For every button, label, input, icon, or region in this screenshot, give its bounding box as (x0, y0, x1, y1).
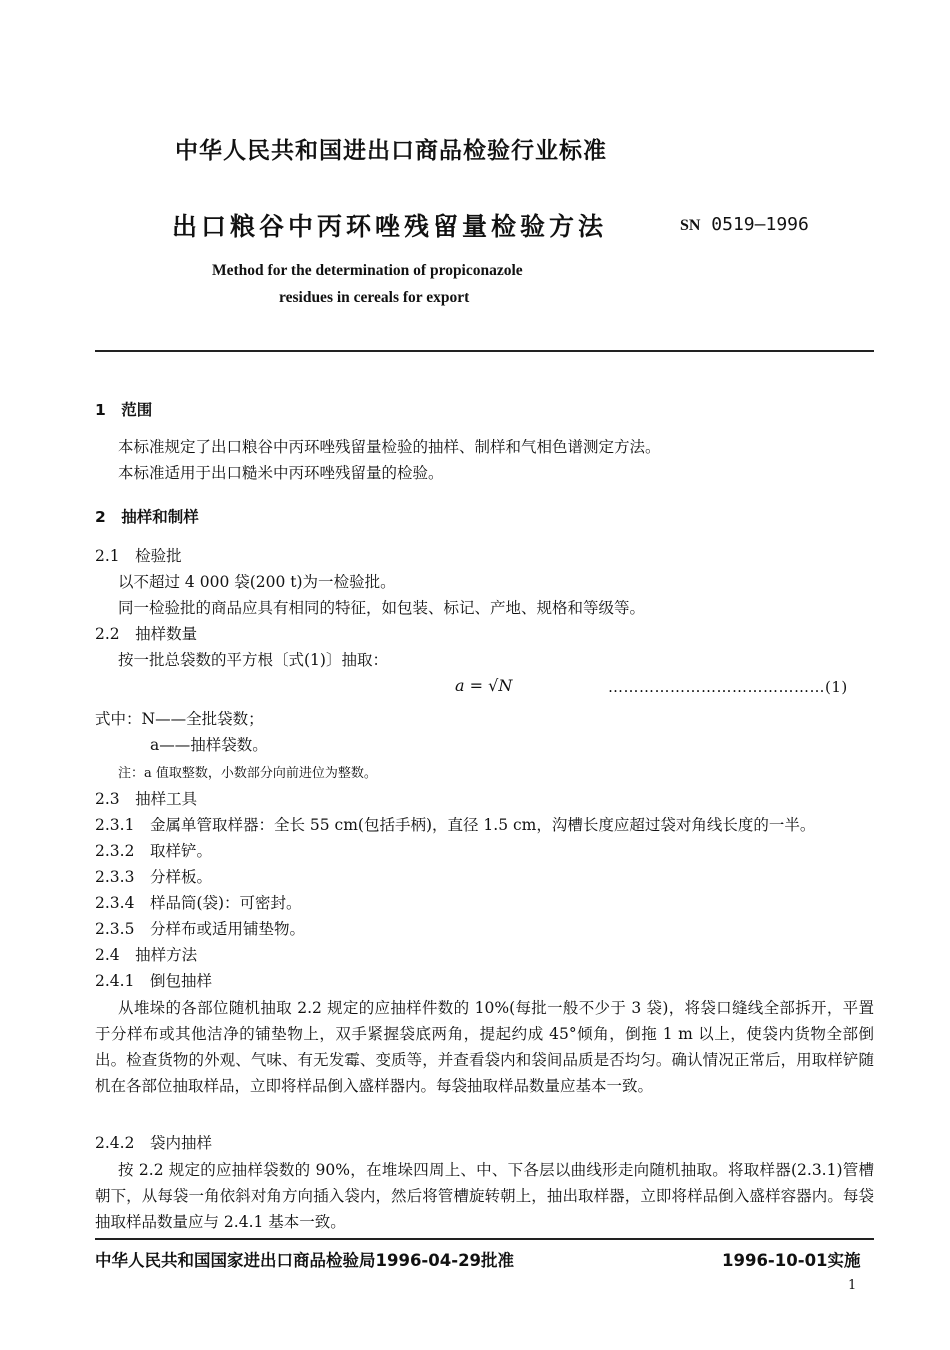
section-2-1-paragraph-1: 以不超过 4 000 袋(200 t)为一检验批。 (118, 573, 396, 591)
section-2-3-4: 2.3.4 样品筒(袋)：可密封。 (95, 894, 302, 912)
formula-where-line-2: a——抽样袋数。 (150, 736, 268, 754)
section-2-3-3: 2.3.3 分样板。 (95, 868, 212, 886)
formula-where-line-1: 式中：N——全批袋数； (95, 710, 264, 728)
note: 注：a 值取整数，小数部分向前进位为整数。 (118, 766, 377, 781)
section-1-paragraph-2: 本标准适用于出口糙米中丙环唑残留量的检验。 (118, 464, 444, 482)
standard-code-number: 0519—1996 (711, 214, 809, 235)
section-2-4-2-heading: 2.4.2 袋内抽样 (95, 1134, 212, 1152)
english-title-line-1: Method for the determination of propiconazole (212, 262, 523, 279)
page-number: 1 (848, 1278, 857, 1293)
formula-1-leader: ……………………………………(1) (608, 678, 848, 696)
footer-divider (95, 1238, 874, 1240)
section-2-3-2: 2.3.2 取样铲。 (95, 842, 212, 860)
standard-code (680, 214, 809, 235)
section-2-heading: 2 抽样和制样 (95, 508, 199, 526)
section-2-4-1-heading: 2.4.1 倒包抽样 (95, 972, 212, 990)
section-2-2-paragraph: 按一批总袋数的平方根〔式(1)〕抽取： (118, 651, 388, 669)
section-2-4-1-paragraph: 从堆垛的各部位随机抽取 2.2 规定的应抽样件数的 10%(每批一般不少于 3 袋)，将袋口缝线全部拆开，平置于分样布或其他洁净的铺垫物上，双手紧握袋底两角，提起约成 45°倾角，倒拖 1 m 以上，使袋内货物全部倒出。检查货物的外观、气味、有无发霉、变质等，并查看袋内和袋间品质是否均匀。确认情况正常后，用取样铲随机在各部位抽取样品，立即将样品倒入盛样器内。每袋抽取样品数量应基本一致。 (95, 999, 874, 1095)
section-2-3-1: 2.3.1 金属单管取样器：全长 55 cm(包括手柄)，直径 1.5 cm，沟槽长度应超过袋对角线长度的一半。 (95, 816, 816, 834)
effective-date: 1996-10-01实施 (722, 1251, 861, 1270)
section-2-1-heading: 2.1 检验批 (95, 547, 182, 565)
section-2-4-2-paragraph: 按 2.2 规定的应抽样袋数的 90%，在堆垛四周上、中、下各层以曲线形走向随机抽取。将取样器(2.3.1)管槽朝下，从每袋一角依斜对角方向插入袋内，然后将管槽旋转朝上，抽出取样器，立即将样品倒入盛样容器内。每袋抽取样品数量应与 2.4.1 基本一致。 (95, 1161, 874, 1231)
document-title: 出口粮谷中丙环唑残留量检验方法 (172, 212, 608, 241)
section-2-1-paragraph-2: 同一检验批的商品应具有相同的特征，如包装、标记、产地、规格和等级等。 (118, 599, 646, 617)
section-2-2-heading: 2.2 抽样数量 (95, 625, 198, 643)
english-title-line-2: residues in cereals for export (279, 289, 470, 306)
standard-category-title: 中华人民共和国进出口商品检验行业标准 (175, 138, 607, 164)
section-2-4-heading: 2.4 抽样方法 (95, 946, 198, 964)
section-1-paragraph-1: 本标准规定了出口粮谷中丙环唑残留量检验的抽样、制样和气相色谱测定方法。 (118, 438, 661, 456)
section-2-3-heading: 2.3 抽样工具 (95, 790, 198, 808)
section-2-3-5: 2.3.5 分样布或适用铺垫物。 (95, 920, 305, 938)
formula-1: a = √N (455, 676, 513, 695)
section-1-heading: 1 范围 (95, 401, 153, 419)
approval-line: 中华人民共和国国家进出口商品检验局1996-04-29批准 (95, 1251, 515, 1270)
standard-code-prefix: SN (680, 217, 701, 234)
header-divider (95, 350, 874, 352)
